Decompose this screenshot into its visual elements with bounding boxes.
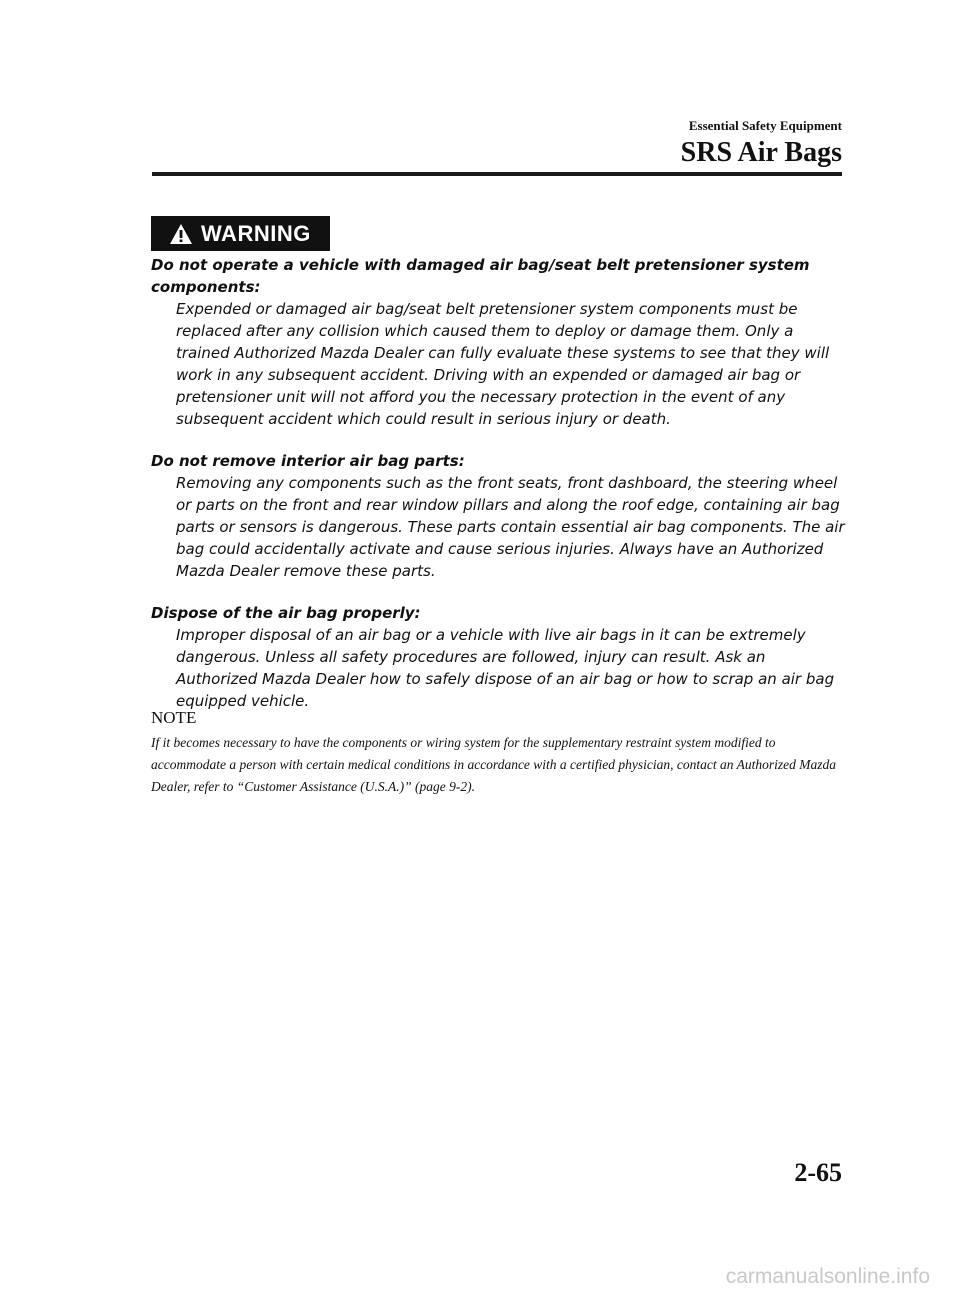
chapter-title: SRS Air Bags — [680, 137, 842, 168]
warning-content — [151, 254, 851, 732]
warning-item-body: Removing any components such as the front seats, front dashboard, the steering wheel or parts on the front and rear window pillars and along the roof edge, containing air bag parts or sensors is dangerous. These parts contain essential air bag components. The air bag could accidentally activate and cause serious injuries. Always have an Authorized Mazda Dealer remove these parts. — [176, 474, 845, 580]
header-divider — [152, 172, 842, 176]
warning-badge — [151, 216, 330, 251]
warning-item-heading: Do not remove interior air bag parts: — [151, 452, 465, 470]
section-title: Essential Safety Equipment — [688, 118, 842, 133]
warning-item-heading: Dispose of the air bag properly: — [151, 604, 421, 622]
warning-triangle-icon — [169, 223, 193, 245]
warning-label: WARNING — [201, 220, 311, 246]
warning-item — [151, 602, 851, 712]
note-text: If it becomes necessary to have the components or wiring system for the supplementary restraint system modified to accommodate a person with certain medical conditions in accordance with a certified physician, contact an Authorized Mazda Dealer, refer to “Customer Assistance (U.S.A.)” (page 9-2). — [151, 735, 837, 794]
warning-item-body: Improper disposal of an air bag or a vehicle with live air bags in it can be extremely dangerous. Unless all safety procedures are followed, injury can result. Ask an Authorized Mazda Dealer how to safely dispose of an air bag or how to scrap an air bag equipped vehicle. — [176, 626, 835, 710]
page-number: 2-65 — [794, 1158, 842, 1187]
warning-item — [151, 254, 851, 430]
warning-item-heading: Do not operate a vehicle with damaged air bag/seat belt pretensioner system components: — [151, 256, 810, 296]
warning-item-body: Expended or damaged air bag/seat belt pretensioner system components must be replaced after any collision which caused them to deploy or damage them. Only a trained Authorized Mazda Dealer can fully evaluate these systems to see that they will work in any subsequent accident. Driving with an expended or damaged air bag or pretensioner unit will not afford you the necessary protection in the event of any subsequent accident which could result in serious injury or death. — [176, 300, 830, 428]
watermark: carmanualsonline.info — [725, 1265, 930, 1288]
note-title: NOTE — [151, 708, 197, 727]
page-header — [681, 118, 842, 170]
warning-item — [151, 450, 851, 582]
note-section — [151, 707, 851, 798]
